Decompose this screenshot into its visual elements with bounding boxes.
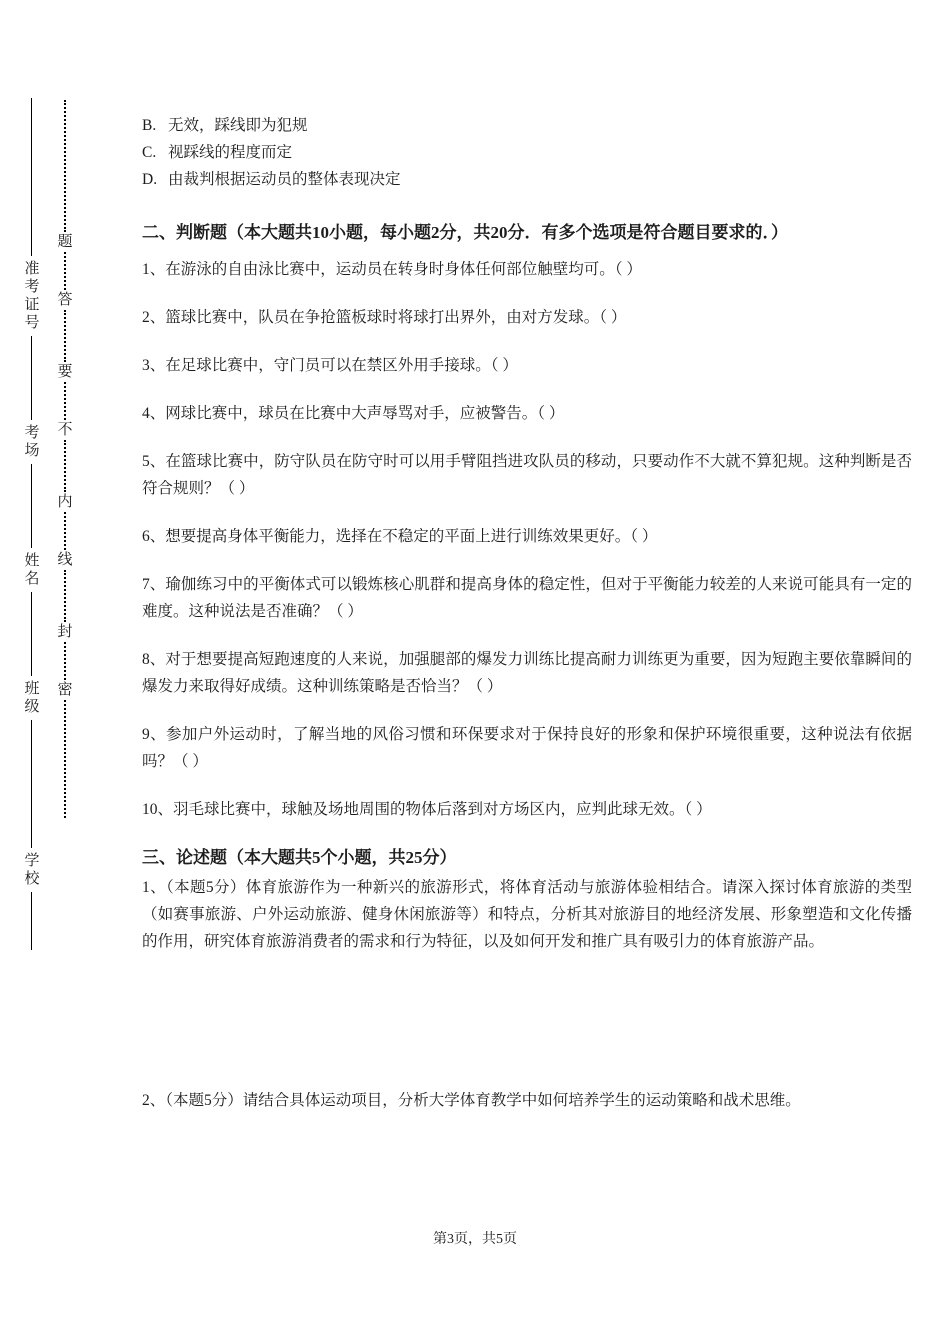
field-blank-line [31, 98, 32, 256]
seal-dotted-segment [64, 440, 66, 492]
option-text: 无效，踩线即为犯规 [168, 117, 308, 134]
seal-char: 封 [57, 624, 73, 640]
judge-question-4: 4、网球比赛中，球员在比赛中大声辱骂对手，应被警告。（ ） [142, 405, 565, 422]
seal-char: 要 [57, 364, 73, 380]
seal-dotted-segment [64, 512, 66, 550]
seal-char: 密 [57, 682, 73, 698]
field-blank-line [31, 592, 32, 676]
seal-char: 答 [57, 292, 73, 308]
choice-option-d [142, 166, 912, 193]
page-footer: 第3页，共5页 [433, 1232, 517, 1247]
judge-question-7: 7、瑜伽练习中的平衡体式可以锻炼核心肌群和提高身体的稳定性，但对于平衡能力较差的人来说可能具有一定的难度。这种说法是否准确？（ ） [142, 576, 912, 620]
essay-question-2: 2、（本题5分）请结合具体运动项目，分析大学体育教学中如何培养学生的运动策略和战术思维。 [142, 1092, 801, 1109]
seal-line [56, 100, 74, 892]
judge-question-3: 3、在足球比赛中，守门员可以在禁区外用手接球。（ ） [142, 357, 518, 374]
seal-dotted-segment [64, 570, 66, 622]
judge-question-6: 6、想要提高身体平衡能力，选择在不稳定的平面上进行训练效果更好。（ ） [142, 528, 658, 545]
section-judge-title: 二、判断题（本大题共10小题，每小题2分，共20分．有多个选项是符合题目要求的．） [142, 223, 788, 242]
seal-dotted-segment [64, 100, 66, 232]
seal-char: 不 [57, 422, 73, 438]
section-essay-title: 三、论述题（本大题共5个小题，共25分） [142, 848, 457, 867]
field-label-exam-room: 考场 [22, 424, 39, 460]
judge-question-2: 2、篮球比赛中，队员在争抢篮板球时将球打出界外，由对方发球。（ ） [142, 309, 627, 326]
judge-question-5: 5、在篮球比赛中，防守队员在防守时可以用手臂阻挡进攻队员的移动，只要动作不大就不算犯规。这种判断是否符合规则？（ ） [142, 453, 912, 497]
seal-dotted-segment [64, 700, 66, 818]
seal-char: 线 [57, 552, 73, 568]
essay-question-1: 1、（本题5分）体育旅游作为一种新兴的旅游形式，将体育活动与旅游体验相结合。请深入探讨体育旅游的类型（如赛事旅游、户外运动旅游、健身休闲旅游等）和特点，分析其对旅游目的地经济发展、形象塑造和文化传播的作用，研究体育旅游消费者的需求和行为特征，以及如何开发和推广具有吸引力的体育旅游产品。 [142, 879, 912, 950]
field-label-school: 学校 [22, 852, 39, 888]
choice-option-b [142, 112, 912, 139]
option-text: 视踩线的程度而定 [168, 144, 293, 161]
field-label-class: 班级 [22, 680, 39, 716]
option-label: D. [142, 171, 158, 188]
field-blank-line [31, 464, 32, 548]
field-blank-line [31, 892, 32, 950]
judge-question-10: 10、羽毛球比赛中，球触及场地周围的物体后落到对方场区内，应判此球无效。（ ） [142, 801, 712, 818]
seal-dotted-segment [64, 252, 66, 290]
option-label: B. [142, 117, 157, 134]
field-blank-line [31, 720, 32, 848]
exam-content [142, 112, 912, 1114]
judge-question-8: 8、对于想要提高短跑速度的人来说，加强腿部的爆发力训练比提高耐力训练更为重要，因为短跑主要依靠瞬间的爆发力来取得好成绩。这种训练策略是否恰当？（ ） [142, 651, 912, 695]
exam-header-fields [14, 98, 48, 946]
seal-char: 内 [57, 494, 73, 510]
option-label: C. [142, 144, 157, 161]
judge-question-1: 1、在游泳的自由泳比赛中，运动员在转身时身体任何部位触壁均可。（ ） [142, 261, 642, 278]
field-label-name: 姓名 [22, 552, 39, 588]
seal-dotted-segment [64, 642, 66, 680]
seal-dotted-segment [64, 382, 66, 420]
seal-dotted-segment [64, 310, 66, 362]
seal-char: 题 [57, 234, 73, 250]
judge-question-9: 9、参加户外运动时，了解当地的风俗习惯和环保要求对于保持良好的形象和保护环境很重要，这种说法有依据吗？（ ） [142, 726, 912, 770]
field-label-exam-number: 准考证号 [22, 260, 39, 332]
option-text: 由裁判根据运动员的整体表现决定 [168, 171, 401, 188]
choice-option-c [142, 139, 912, 166]
field-blank-line [31, 336, 32, 420]
